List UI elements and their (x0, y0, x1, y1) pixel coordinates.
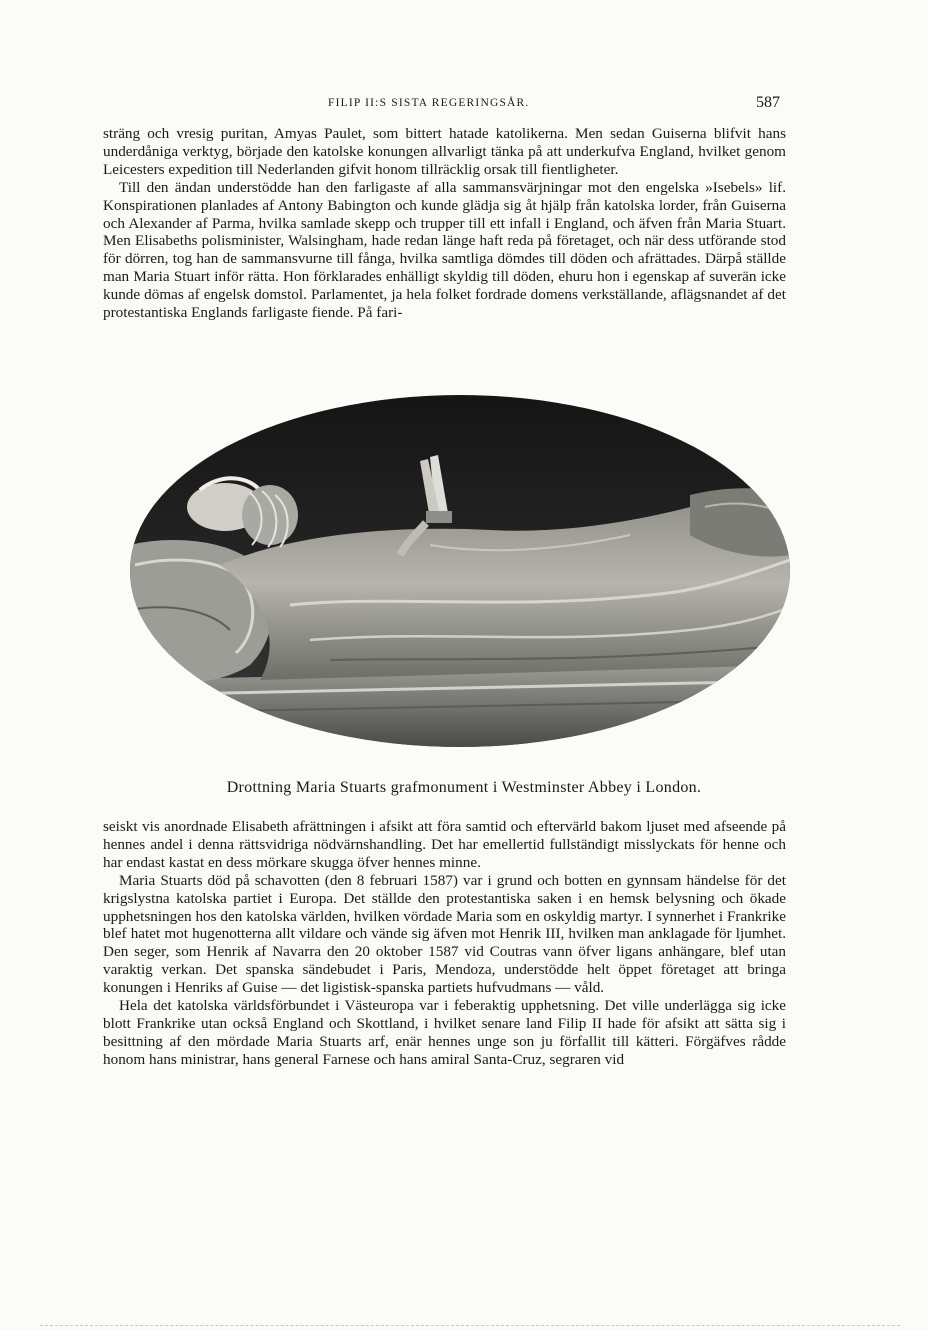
figure-caption: Drottning Maria Stuarts grafmonument i Westminster Abbey i London. (226, 779, 702, 796)
tomb-effigy-illustration (130, 395, 790, 747)
page-number: 587 (756, 94, 780, 111)
scan-edge-marks (40, 1325, 900, 1327)
text-block-bottom (103, 818, 786, 1069)
paragraph: Maria Stuarts död på schavotten (den 8 februari 1587) var i grund och botten en gynnsam händelse för det krigslystna katolska partiet i Europa. Det ställde den protestantiska saken i en hemsk belysning och ökade upphetsningen hos den katolska världen, hvilken vördade Maria som en oskyldig martyr. I synnerhet i Frankrike blef hatet mot hugenotterna allt vildare och vände sig äfven mot Henrik III, hvilken man anklagade för ljumhet. Den seger, som Henrik af Navarra den 20 oktober 1587 vid Coutras vann öfver ligans anhängare, blef utan varaktig verkan. Det spanska sändebudet i Paris, Mendoza, understödde helt öppet företaget att bringa konungen i Henriks af Guise — det ligistisk-spanska partiets hufvudmans — våld. (103, 871, 786, 997)
paragraph: Hela det katolska världsförbundet i Västeuropa var i feberaktig upphetsning. Det ville underlägga sig icke blott Frankrike utan också England och Skottland, i hvilket senare land Filip II hade för afsikt att sätta sig i besittning af den mördade Maria Stuarts arf, enär hennes unge son ju förfallit till kätteri. Förgäfves rådde honom hans ministrar, hans general Farnese och hans amiral Santa-Cruz, segraren vid (103, 997, 786, 1068)
tomb-effigy-photo (130, 395, 790, 747)
running-title: FILIP II:S SISTA REGERINGSÅR. (328, 97, 530, 109)
paragraph: sträng och vresig puritan, Amyas Paulet, som bittert hatade katolikerna. Men sedan Guiserna blifvit hans underdåniga verktyg, började den katolske konungen allvarligt tänka på att underkufva England, hvilket genom Leicesters expedition till Nederlanden gifvit honom tillräcklig orsak till fientligheter. (103, 125, 786, 178)
paragraph: Till den ändan understödde han den farligaste af alla sammansvärjningar mot den engelska »Isebels» lif. Konspirationen planlades af Antony Babington och kunde glädja sig åt hjälp från katolska lorder, från Guiserna och Alexander af Parma, hvilka samlade skepp och trupper till ett infall i England, och äfven från Maria Stuart. Men Elisabeths polisminister, Walsingham, hade redan länge haft reda på företaget, och när dess utförande stod för dörren, tog han de sammansvurne till fånga, hvilka samtliga dömdes till döden och afrättades. Därpå ställde man Maria Stuart inför rätta. Hon förklarades enhälligt skyldig till döden, ehuru hon i egenskap af suverän icke kunde dömas af engelsk domstol. Parlamentet, ja hela folket fordrade domens verkställande, aflägsnandet af det protestantiska Englands farligaste fiende. På fari- (103, 178, 786, 322)
running-head (0, 94, 928, 114)
text-block-top (103, 125, 786, 322)
paragraph: seiskt vis anordnade Elisabeth afrättningen i afsikt att föra samtid och eftervärld bakom ljuset med afseende på hennes andel i denna rättsvidriga nödvärnshandling. Det har emellertid fullständigt misslyckats för henne och har endast kastat en dess mörkare skugga öfver hennes minne. (103, 818, 786, 871)
